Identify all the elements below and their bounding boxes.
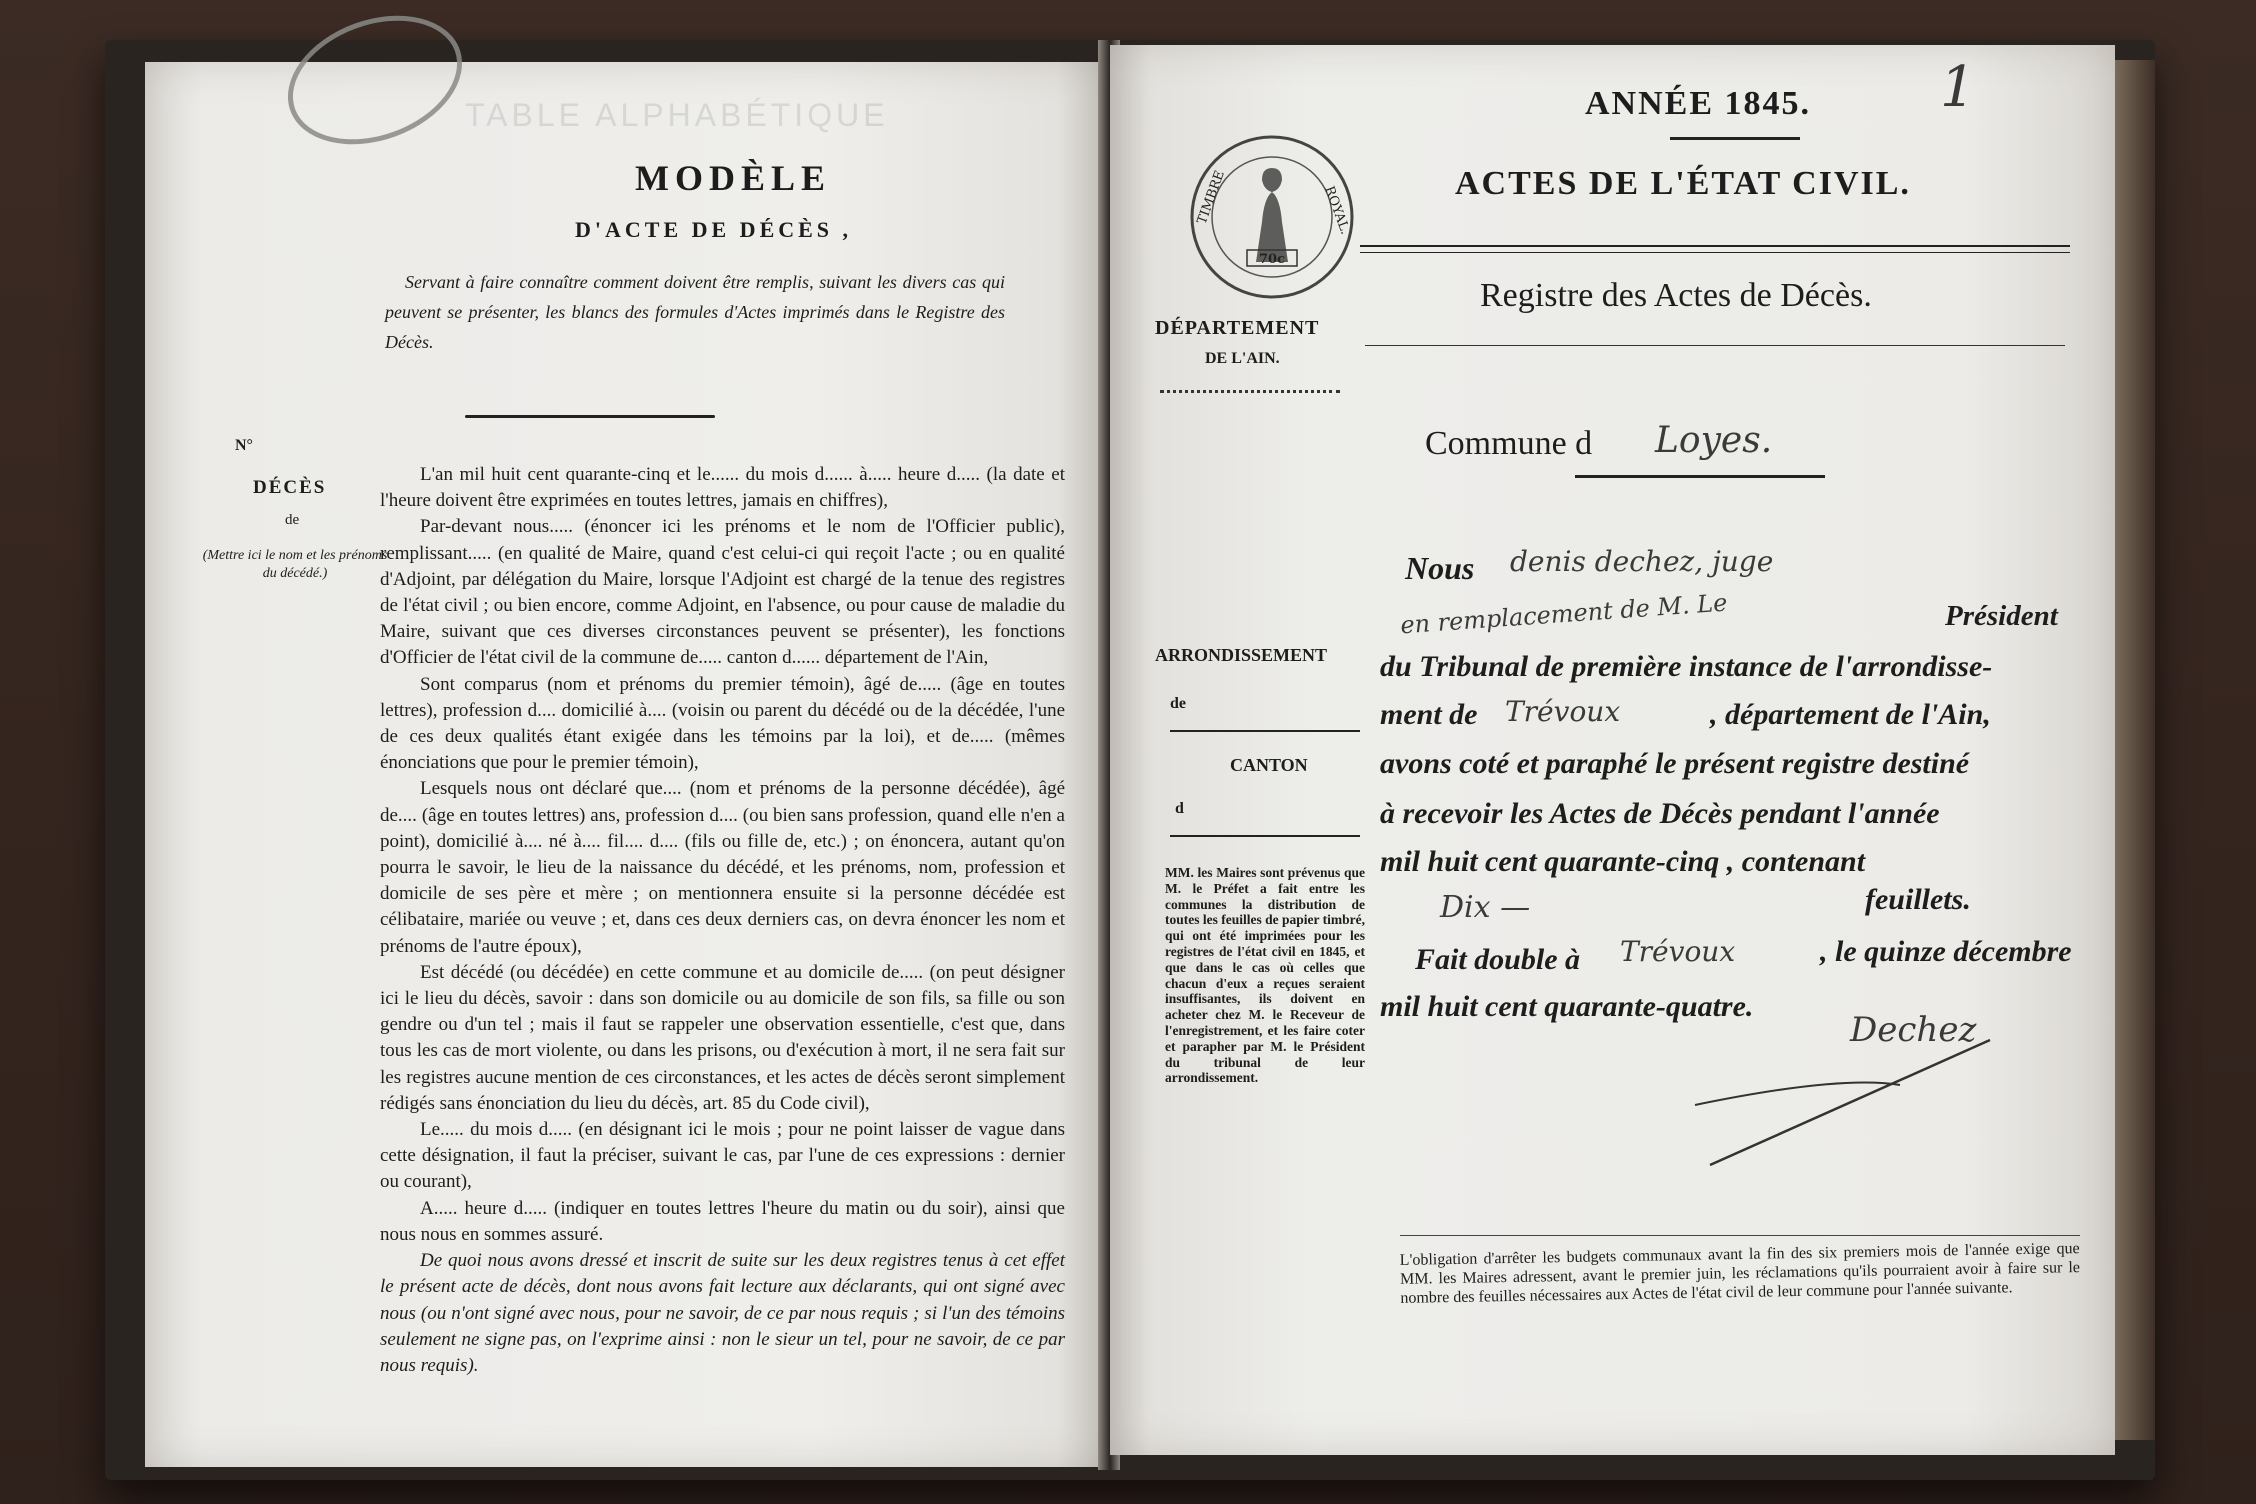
arrondissement-rule (1170, 730, 1360, 732)
royal-stamp-icon (1185, 130, 1360, 305)
fait-double-label: Fait double à (1415, 943, 1581, 976)
paragraph-3: Sont comparus (nom et prénoms du premier témoin), âgé de..... (âge en toutes lettres), profession d.... domicilié à.... (voisin ou parent du décédé ou de la décédée, l'une de ces deux qualités étant exigée dans les témoins par la loi), et de..... (mêmes énonciations que pour le premier témoin), (380, 673, 1065, 774)
footnote: L'obligation d'arrêter les budgets communaux avant la fin des six premiers mois de l'année exige que MM. les Maires adressent, avant le premier juin, les réclamations qu'ils pourraient avoir à faire sur le nombre des feuilles nécessaires aux Actes de l'état civil de leur commune pour l'année suivante. (1399, 1240, 2081, 1307)
paragraph-7: A..... heure d..... (indiquer en toutes lettres l'heure du matin ou du soir), ainsi que nous nous en sommes assuré. (380, 1197, 1065, 1245)
model-title: MODÈLE (635, 158, 832, 198)
svg-text:ROYAL.: ROYAL. (1321, 184, 1353, 237)
paragraph-2: Par-devant nous..... (énoncer ici les prénoms et le nom de l'Officier public), remplissant..... (en qualité de Maire, quand c'est celui-ci qui reçoit l'acte ; ou en qualité d'Adjoint, par délégation du Maire, lorsque l'Adjoint est chargé de la tenue des registres de l'état civil ; ou bien encore, comme Adjoint, en l'absence, ou pour cause de maladie du Maire, suivant que ces diverses circonstances peuvent se présenter), les fonctions d'Officier de l'état civil de la commune de..... canton d...... département de l'Ain, (380, 516, 1065, 669)
arrondissement-de: de (1170, 695, 1186, 712)
paraphe-line: avons coté et paraphé le présent registre destiné (1380, 747, 1970, 780)
replacement-handwritten: en remplacement de M. Le (1399, 588, 1729, 640)
department-label: DÉPARTEMENT (1155, 317, 1320, 339)
right-page (1110, 45, 2115, 1455)
signature: Dechez (1850, 1010, 1977, 1050)
date-line-2: mil huit cent quarante-quatre. (1380, 990, 1754, 1023)
nous-label: Nous (1405, 550, 1475, 586)
footnote-rule (1400, 1235, 2080, 1236)
margin-deces: DÉCÈS (253, 477, 327, 498)
model-body (380, 462, 1065, 1379)
arrondissement-line-start: ment de (1380, 698, 1478, 731)
department-rule (1160, 390, 1340, 393)
canton-label: CANTON (1230, 755, 1308, 775)
trevoux2-handwritten: Trévoux (1620, 935, 1736, 968)
margin-de: de (285, 512, 300, 528)
book-edge (2115, 60, 2155, 1440)
commune-label: Commune d (1425, 425, 1593, 462)
paragraph-4: Lesquels nous ont déclaré que.... (nom et prénoms de la personne décédée), âgé de.... (âge en toutes lettres) ans, profession d.... (ou bien sans profession, quand elle n'en a point), domicilié à.... né à.... fil.... d.... (fils ou fille de, etc.) ; on énoncera, autant qu'on pourra le savoir, le lieu de la naissance du décédé, et les prénoms, nom, profession et domicile de ses père et mère ; on mentionnera ensuite si la personne décédée est célibataire, mariée ou veuve ; et, dans ces deux derniers cas, on devra énoncer les nom et prénoms de l'autre époux), (380, 778, 1065, 957)
department-line: , département de l'Ain, (1710, 698, 1991, 731)
signature-flourish (1690, 1035, 2090, 1175)
folio-number: 1 (1940, 55, 1976, 120)
canton-d: d (1175, 800, 1184, 817)
feuillets-label: feuillets. (1865, 883, 1971, 916)
header-rule-2 (1360, 252, 2070, 253)
header-rule-1 (1360, 245, 2070, 247)
ghost-heading: TABLE ALPHABÉTIQUE (465, 97, 889, 133)
paragraph-8: De quoi nous avons dressé et inscrit de suite sur les deux registres tenus à cet effet le présent acte de décès, dont nous avons fait lecture aux déclarants, qui ont signé avec nous (ou n'ont signé avec nous, pour ne savoir, de ce par nous requis ; si l'un des témoins seulement ne signe pas, on l'exprime ainsi : non le sieur un tel, pour ne savoir, de ce par nous requis). (380, 1250, 1065, 1376)
paragraph-1: L'an mil huit cent quarante-cinq et le...... du mois d...... à..... heure d..... (la date et l'heure doivent être exprimées en toutes lettres, jamais en chiffres), (380, 464, 1065, 512)
commune-rule (1575, 475, 1825, 478)
canton-rule (1170, 835, 1360, 837)
year-heading: ANNÉE 1845. (1585, 85, 1812, 122)
dix-handwritten: Dix — (1440, 890, 1531, 925)
left-page (145, 62, 1105, 1467)
register-title: Registre des Actes de Décès. (1480, 277, 1872, 314)
date-line-1: , le quinze décembre (1820, 935, 2072, 968)
president-label: Président (1945, 600, 2058, 632)
acts-header: ACTES DE L'ÉTAT CIVIL. (1455, 165, 1911, 202)
model-intro: Servant à faire connaître comment doivent être remplis, suivant les divers cas qui peuvent se présenter, les blancs des formules d'Actes imprimés dans le Registre des Décès. (385, 272, 1005, 352)
department-sub: DE L'AIN. (1205, 350, 1280, 367)
commune-handwritten: Loyes. (1655, 420, 1773, 461)
margin-note: (Mettre ici le nom et les prénoms du décédé.) (202, 548, 388, 581)
margin-number: N° (235, 437, 253, 454)
svg-text:70c: 70c (1258, 252, 1286, 267)
trevoux-handwritten: Trévoux (1505, 695, 1621, 728)
paragraph-6: Le..... du mois d..... (en désignant ici le mois ; pour ne point laisser de vague dans cette désignation, il faut la préciser, suivant le cas, par l'une de ces expressions : dernier ou courant), (380, 1119, 1065, 1193)
svg-text:TIMBRE: TIMBRE (1194, 168, 1228, 227)
recevoir-line: à recevoir les Actes de Décès pendant l'année (1380, 797, 1940, 830)
model-subtitle: D'ACTE DE DÉCÈS , (575, 217, 853, 242)
side-note: MM. les Maires sont prévenus que M. le Préfet a fait entre les communes la distribution de toutes les feuilles de papier timbré, qui ont été imprimées pour les registres de l'état civil en 1845, et que dans le cas où celles que chacun d'eux a reçues seraient insuffisantes, ils doivent en acheter chez M. le Receveur de l'enregistrement, et les faire coter et parapher par M. le Président du tribunal de leur arrondissement. (1165, 865, 1365, 1086)
judge-name-handwritten: denis dechez, juge (1510, 545, 1774, 578)
ornament-rule (465, 415, 715, 418)
tribunal-line: du Tribunal de première instance de l'arrondisse- (1380, 650, 1993, 683)
year-rule (1670, 137, 1800, 140)
contenant-line: mil huit cent quarante-cinq , contenant (1380, 845, 1866, 878)
register-rule (1365, 345, 2065, 346)
arrondissement-label: ARRONDISSEMENT (1155, 645, 1328, 665)
paragraph-5: Est décédé (ou décédée) en cette commune et au domicile de..... (on peut désigner ici le lieu du décès, savoir : dans son domicile ou au domicile de son fils, sa fille ou son gendre ou d'un tel ; mais il faut se rappeler une observation essentielle, c'est que, dans tous les cas de mort violente, ou dans les prisons, ou d'exécution à mort, il ne sera fait sur les registres aucune mention de ces circonstances, et les actes de décès seront simplement rédigés sans énonciation du lieu du décès, art. 85 du Code civil), (380, 961, 1065, 1114)
